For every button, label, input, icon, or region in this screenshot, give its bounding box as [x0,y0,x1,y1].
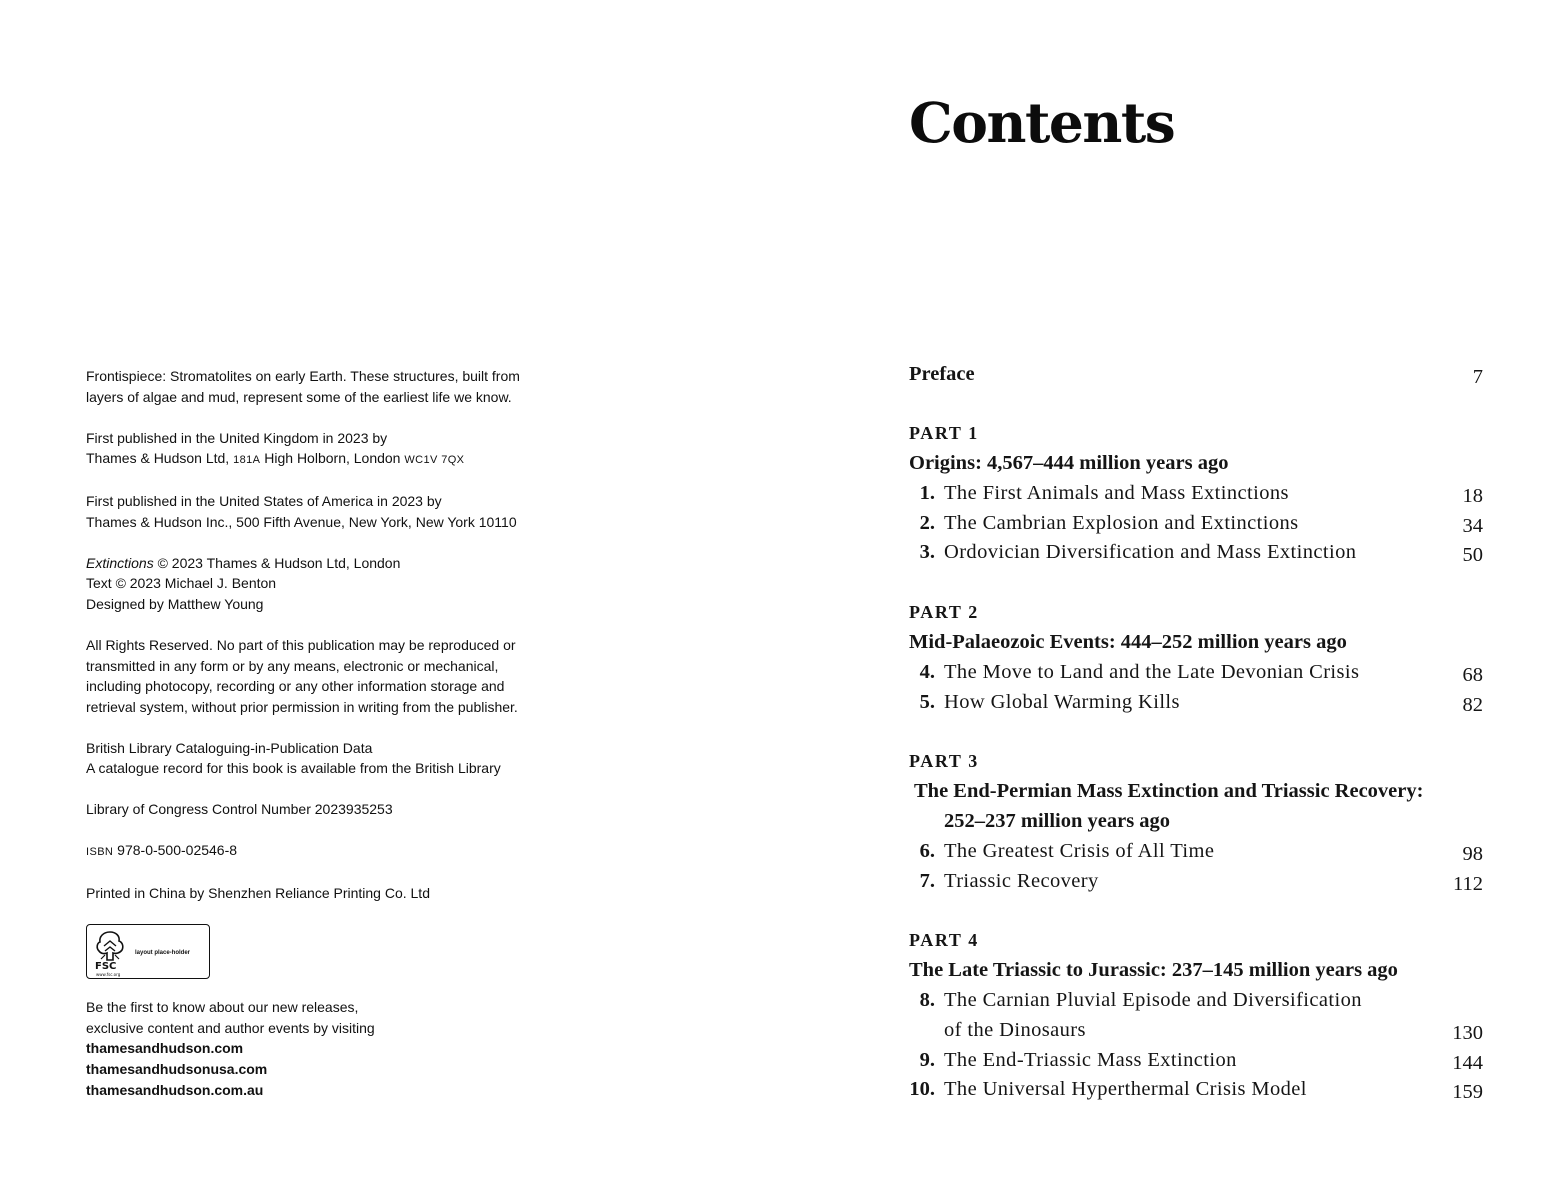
table-of-contents [909,360,1483,1105]
part-1-label: PART 1 [909,423,979,444]
frontispiece-caption: Frontispiece: Stromatolites on early Earth. These structures, built from layers of algae and mud, represent some of the earliest life we know. [86,368,520,405]
newsletter-note: Be the first to know about our new releases, exclusive content and author events by visiting thamesandhudson.com thamesandhudsonusa.com thamesandhudson.com.au [86,997,606,1100]
page-number: 7 [1472,366,1483,388]
part-3-title-continued: 252–237 million years ago [944,809,1171,832]
page-number: 144 [1452,1051,1483,1074]
part-2-label: PART 2 [909,602,979,623]
toc-chapter: 4. The Move to Land and the Late Devonian Crisis 68 [909,658,1483,688]
part-1-title: Origins: 4,567–444 million years ago [909,451,1229,474]
rights-statement: All Rights Reserved. No part of this publication may be reproduced or transmitted in any form or by any means, electronic or mechanical, including photocopy, recording or any other information storage and retrieval system, without prior permission in writing from the publisher. [86,636,518,715]
page-number: 98 [1462,842,1483,865]
part-4-title: The Late Triassic to Jurassic: 237–145 million years ago [909,959,1398,982]
toc-preface: Preface 7 [909,360,1483,390]
copyright-notice: Extinctions © 2023 Thames & Hudson Ltd, London Text © 2023 Michael J. Benton Designed by Matthew Young [86,554,401,612]
imprint-page [86,366,606,1121]
fsc-logo-text: FSC [95,961,117,973]
part-4-label: PART 4 [909,930,979,951]
toc-chapter: 10. The Universal Hyperthermal Crisis Model 159 [909,1075,1483,1105]
page-number: 82 [1462,693,1483,716]
contents-title: Contents [909,90,1175,155]
toc-chapter: 5. How Global Warming Kills 82 [909,688,1483,718]
uk-publication-note: First published in the United Kingdom in 2023 by Thames & Hudson Ltd, 181A High Holborn, London WC1V 7QX [86,429,465,467]
page-number: 68 [1462,663,1483,686]
toc-chapter: 2. The Cambrian Explosion and Extinctions 34 [909,509,1483,539]
part-2-title: Mid-Palaeozoic Events: 444–252 million years ago [909,630,1347,653]
toc-chapter: 6. The Greatest Crisis of All Time 98 [909,837,1483,867]
toc-chapter: 7. Triassic Recovery 112 [909,867,1483,897]
fsc-tree-icon [93,929,127,963]
fsc-url: www.fsc.org [96,972,121,978]
loc-number: Library of Congress Control Number 2023935253 [86,801,393,818]
isbn: ISBN 978-0-500-02546-8 [86,842,238,859]
page-number: 112 [1453,872,1483,895]
us-publication-note: First published in the United States of America in 2023 by Thames & Hudson Inc., 500 Fifth Avenue, New York, New York 10110 [86,493,517,530]
website-us: thamesandhudsonusa.com [86,1060,268,1077]
page-number: 34 [1462,514,1483,537]
website-au: thamesandhudson.com.au [86,1081,264,1098]
toc-chapter: 3. Ordovician Diversification and Mass Extinction 50 [909,538,1483,568]
toc-chapter: 9. The End-Triassic Mass Extinction 144 [909,1046,1483,1076]
part-3-title: The End-Permian Mass Extinction and Triassic Recovery: [914,780,1424,803]
toc-chapter: 8. The Carnian Pluvial Episode and Diversification [919,988,1362,1011]
toc-chapter-continued: of the Dinosaurs 130 [909,1016,1483,1046]
page-number: 130 [1452,1021,1483,1044]
website-uk: thamesandhudson.com [86,1040,244,1057]
page-number: 50 [1462,544,1483,567]
part-3-label: PART 3 [909,751,979,772]
page-number: 159 [1452,1081,1483,1104]
cataloguing-data: British Library Cataloguing-in-Publication Data A catalogue record for this book is available from the British Library [86,739,501,777]
toc-chapter: 1. The First Animals and Mass Extinctions 18 [909,479,1483,509]
printer-note: Printed in China by Shenzhen Reliance Printing Co. Ltd [86,885,430,902]
fsc-placeholder-label: layout place-holder [135,950,191,957]
fsc-logo-placeholder [86,924,210,979]
page-number: 18 [1462,484,1483,507]
